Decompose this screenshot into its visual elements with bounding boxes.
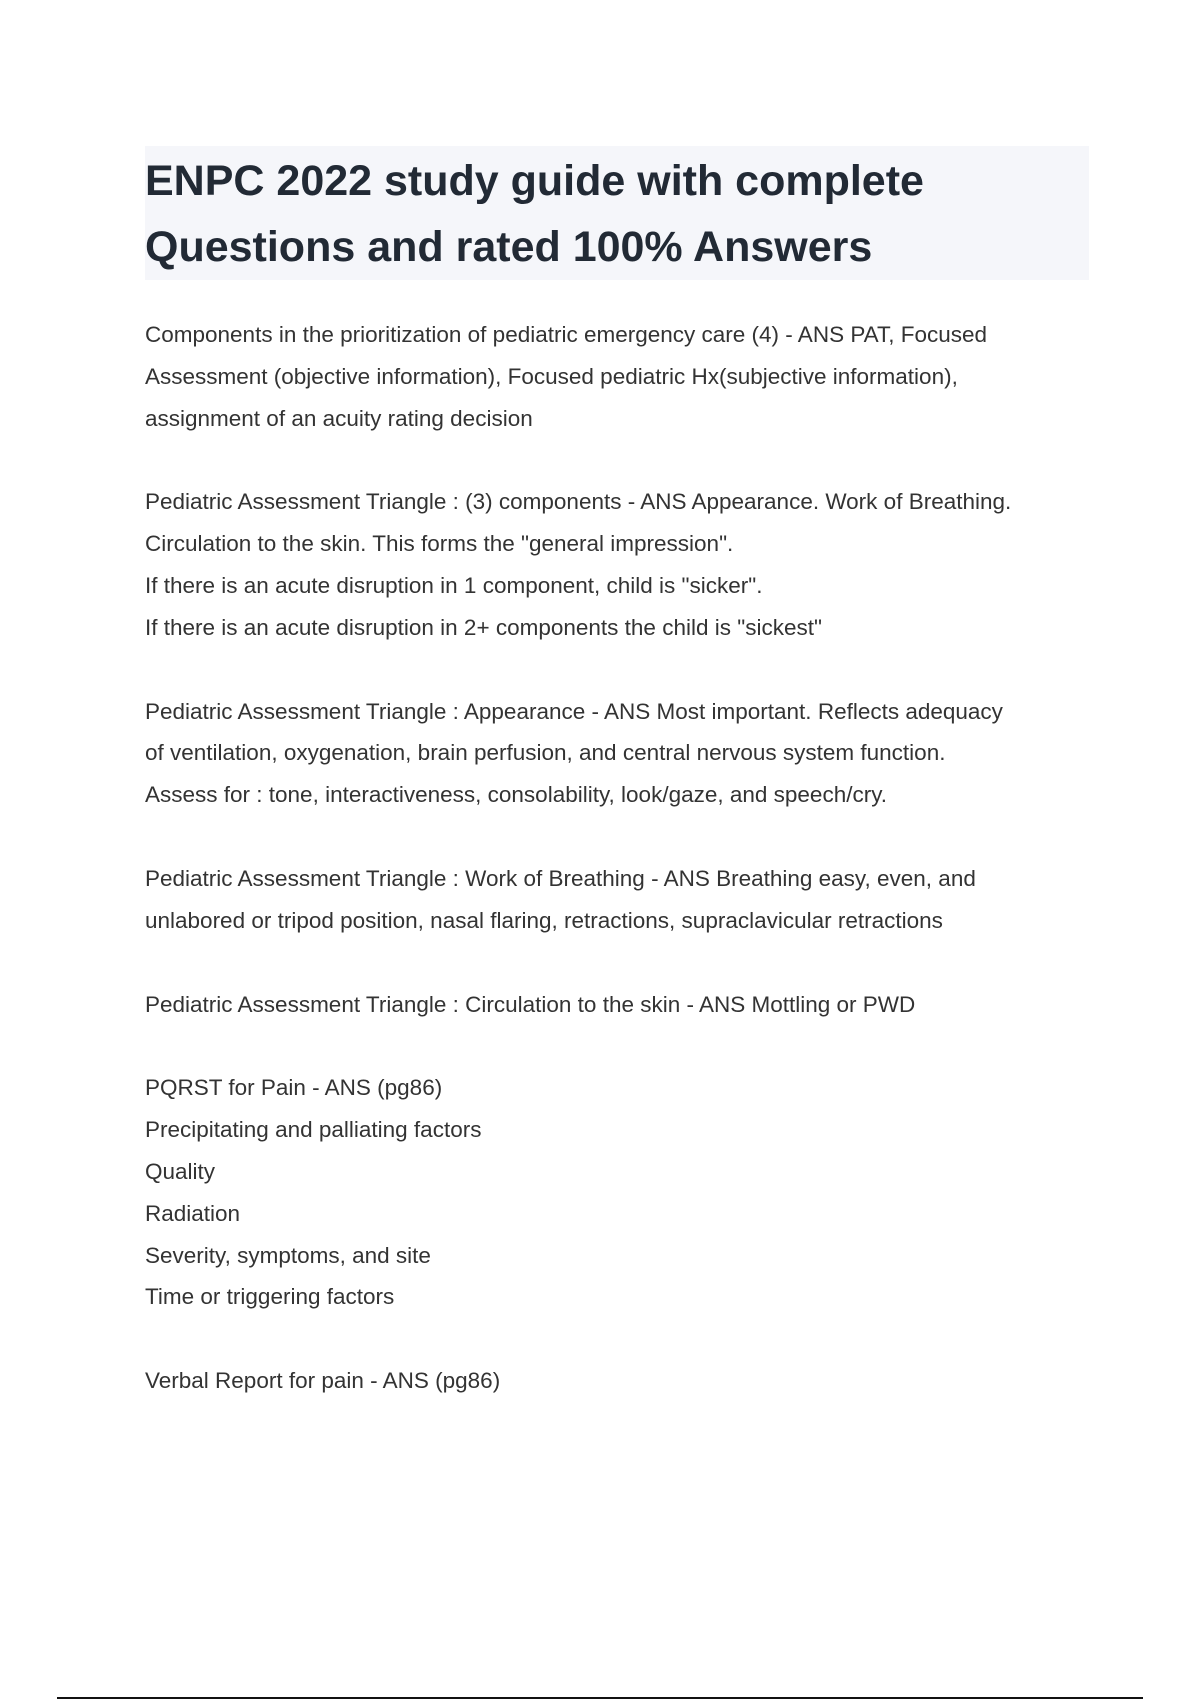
qa-entry-pat-work-of-breathing — [145, 858, 1105, 942]
text-line: of ventilation, oxygenation, brain perfusion, and central nervous system function. — [145, 740, 946, 766]
text-line: If there is an acute disruption in 2+ components the child is "sickest" — [145, 614, 822, 640]
title-line-1: ENPC 2022 study guide with complete — [145, 157, 924, 205]
text-line: Assess for : tone, interactiveness, consolability, look/gaze, and speech/cry. — [145, 782, 888, 808]
text-line: Time or triggering factors — [145, 1284, 395, 1310]
text-line: Assessment (objective information), Focused pediatric Hx(subjective information), — [145, 363, 958, 389]
text-line: Radiation — [145, 1200, 241, 1226]
text-line: assignment of an acuity rating decision — [145, 405, 533, 431]
text-line: PQRST for Pain - ANS (pg86) — [145, 1075, 443, 1101]
text-line: If there is an acute disruption in 1 component, child is "sicker". — [145, 572, 763, 598]
qa-entry-pqrst — [145, 1067, 1105, 1318]
qa-entry-pat-circulation — [145, 984, 1105, 1026]
qa-entry-pat-appearance — [145, 691, 1105, 816]
qa-entry-prioritization — [145, 314, 1105, 439]
document-body — [145, 314, 1105, 1444]
text-line: Precipitating and palliating factors — [145, 1117, 482, 1143]
text-line: Severity, symptoms, and site — [145, 1242, 431, 1268]
text-line: Pediatric Assessment Triangle : Circulation to the skin - ANS Mottling or PWD — [145, 991, 916, 1017]
text-line: Quality — [145, 1158, 216, 1184]
document-title — [145, 146, 1089, 280]
text-line: Pediatric Assessment Triangle : Appearance - ANS Most important. Reflects adequacy — [145, 698, 1003, 724]
text-line: unlabored or tripod position, nasal flaring, retractions, supraclavicular retractions — [145, 907, 943, 933]
title-line-2: Questions and rated 100% Answers — [145, 223, 873, 271]
text-line: Pediatric Assessment Triangle : (3) components - ANS Appearance. Work of Breathing. — [145, 489, 1012, 515]
text-line: Components in the prioritization of pediatric emergency care (4) - ANS PAT, Focused — [145, 322, 988, 347]
text-line: Circulation to the skin. This forms the "general impression". — [145, 531, 734, 557]
qa-entry-verbal-report — [145, 1360, 1105, 1402]
text-line: Pediatric Assessment Triangle : Work of Breathing - ANS Breathing easy, even, and — [145, 865, 976, 891]
qa-entry-pat-components — [145, 481, 1105, 648]
footer-divider — [57, 1697, 1143, 1699]
text-line: Verbal Report for pain - ANS (pg86) — [145, 1368, 501, 1394]
